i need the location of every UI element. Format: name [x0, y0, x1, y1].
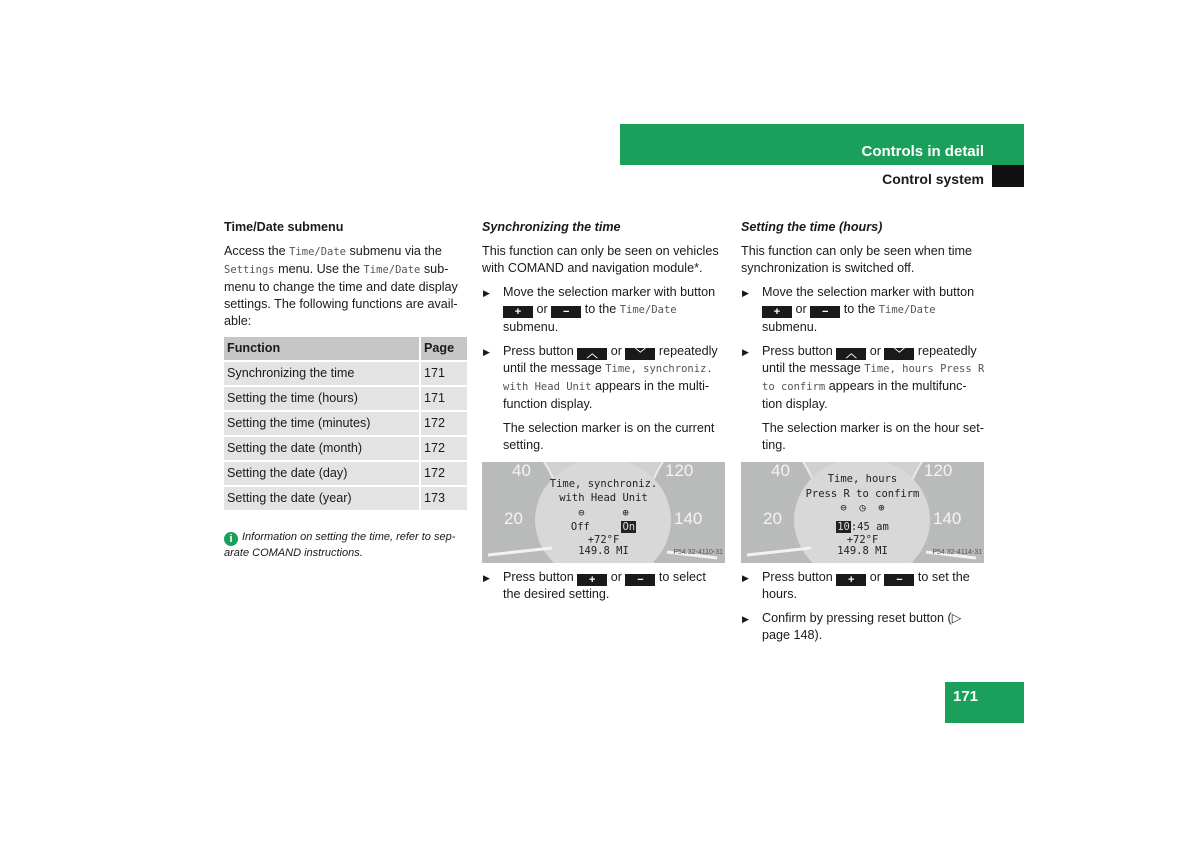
bullet-arrow-icon: ▶ — [483, 573, 490, 583]
option-on-selected: On — [622, 521, 636, 533]
gauge-label: 20 — [504, 509, 523, 528]
heading-time-date-submenu: Time/Date submenu — [224, 220, 344, 234]
table-cell-function: Setting the date (month) — [224, 436, 420, 461]
gauge-label: 120 — [665, 462, 694, 480]
table-cell-function: Setting the time (hours) — [224, 386, 420, 411]
scroll-down-button-icon: ﹀ — [884, 348, 914, 360]
table-cell-page: 172 — [420, 411, 467, 436]
text: Access the — [224, 244, 290, 258]
column-header-function: Function — [224, 337, 420, 361]
text: Press button — [503, 570, 578, 584]
text: appears in the multifunc-tion display. — [762, 379, 967, 411]
text: or — [607, 344, 626, 358]
header-band — [620, 124, 1024, 165]
bullet-arrow-icon: ▶ — [742, 347, 749, 357]
info-note-text: Information on setting the time, refer to sep-arate COMAND instructions. — [224, 531, 456, 559]
display-line: Press R to confirm — [805, 488, 920, 500]
table-row — [224, 411, 467, 436]
bullet-arrow-icon: ▶ — [483, 347, 490, 357]
text: Move the selection marker with button — [762, 285, 975, 299]
text: submenu. — [762, 320, 818, 334]
text: Press button — [762, 344, 837, 358]
table-header-row — [224, 337, 467, 361]
display-term: Time, hours Press R to confirm — [762, 363, 985, 393]
instruction-step — [741, 343, 985, 413]
display-option-icons: ⊖ ⊕ — [578, 507, 629, 519]
text: submenu via the — [346, 244, 442, 258]
column-setting-time-hours — [741, 219, 985, 651]
text: to set the hours. — [762, 570, 970, 601]
instruction-step — [741, 610, 985, 644]
instruction-step — [741, 569, 985, 603]
scroll-down-button-icon: ﹀ — [625, 348, 655, 360]
intro-paragraph — [224, 243, 468, 330]
table-cell-function: Setting the time (minutes) — [224, 411, 420, 436]
minus-button-icon: − — [625, 574, 655, 586]
text: or — [866, 344, 885, 358]
display-mileage: 149.8 MI — [837, 545, 888, 557]
text: repeatedly until the message — [503, 344, 718, 375]
text: menu. Use the — [274, 262, 364, 276]
table-row — [224, 461, 467, 486]
text: sub-menu to change the time and date display settings. The following functions are avail-able: — [224, 262, 458, 328]
display-term: Time/Date — [363, 264, 421, 276]
functions-table — [224, 337, 467, 510]
plus-button-icon: + — [836, 574, 866, 586]
table-row — [224, 361, 467, 386]
subtitle-marker-block — [992, 165, 1024, 187]
table-cell-page: 171 — [420, 361, 467, 386]
text: appears in the multi-function display. — [503, 379, 710, 411]
gauge-label: 120 — [924, 462, 953, 480]
display-mileage: 149.8 MI — [578, 545, 629, 557]
gauge-label: 40 — [512, 462, 531, 480]
display-term: Time/Date — [878, 304, 936, 316]
info-icon: i — [224, 532, 238, 546]
gauge-label: 40 — [771, 462, 790, 480]
text: or — [533, 302, 552, 316]
page-reference-link[interactable]: page 148). — [762, 628, 823, 642]
text: to the — [581, 302, 620, 316]
column-header-page: Page — [420, 337, 467, 361]
heading-setting-time-hours: Setting the time (hours) — [741, 220, 883, 234]
text: to select the desired setting. — [503, 570, 706, 601]
page-number-band — [945, 682, 1024, 723]
result-paragraph: The selection marker is on the current setting. — [503, 421, 715, 452]
display-term: Time, synchroniz. with Head Unit — [503, 363, 713, 393]
plus-button-icon: + — [762, 306, 792, 318]
text: repeatedly until the message — [762, 344, 977, 375]
display-clock-icons: ⊖ ◷ ⊕ — [840, 502, 885, 514]
text: Move the selection marker with button — [503, 285, 716, 299]
text: or — [607, 570, 626, 584]
text: submenu. — [503, 320, 559, 334]
minutes-ampm: :45 am — [850, 521, 889, 533]
info-note — [224, 530, 468, 561]
display-term: Settings — [224, 264, 275, 276]
section-title: Controls in detail — [861, 143, 984, 160]
instruction-step — [482, 284, 726, 336]
table-cell-page: 173 — [420, 486, 467, 510]
column-synchronizing-time — [482, 219, 726, 610]
bullet-arrow-icon: ▶ — [742, 573, 749, 583]
bullet-arrow-icon: ▶ — [742, 288, 749, 298]
gauge-label: 140 — [933, 509, 962, 528]
instruction-step — [482, 569, 726, 603]
instrument-cluster-display — [482, 462, 725, 563]
intro-paragraph: This function can only be seen on vehicles with COMAND and navigation module*. — [482, 244, 719, 275]
bullet-arrow-icon: ▶ — [483, 288, 490, 298]
table-cell-function: Setting the date (day) — [224, 461, 420, 486]
column-time-date-submenu — [224, 219, 468, 561]
instruction-step — [482, 343, 726, 413]
page-ref-arrow-icon: ▷ — [951, 611, 962, 625]
page-number: 171 — [953, 688, 979, 705]
table-row — [224, 436, 467, 461]
bullet-arrow-icon: ▶ — [742, 614, 749, 624]
display-term: Time/Date — [619, 304, 677, 316]
figure-code: P54.32-4114-31 — [932, 549, 982, 556]
plus-button-icon: + — [503, 306, 533, 318]
display-line: Time, hours — [827, 473, 898, 485]
text: to the — [840, 302, 879, 316]
scroll-up-button-icon: ︿ — [836, 348, 866, 360]
text: Press button — [503, 344, 578, 358]
minus-button-icon: − — [884, 574, 914, 586]
table-cell-page: 172 — [420, 461, 467, 486]
scroll-up-button-icon: ︿ — [577, 348, 607, 360]
gauge-label: 20 — [763, 509, 782, 528]
display-line: Time, synchroniz. — [549, 478, 658, 490]
section-subtitle: Control system — [882, 171, 984, 187]
display-temperature: +72°F — [587, 534, 620, 546]
table-cell-page: 171 — [420, 386, 467, 411]
figure-code: P54.32-4110-31 — [673, 549, 723, 556]
option-off: Off — [570, 521, 590, 533]
table-row — [224, 486, 467, 510]
table-row — [224, 386, 467, 411]
text: Confirm by pressing reset button ( — [762, 611, 952, 625]
text: or — [792, 302, 811, 316]
display-line: with Head Unit — [559, 492, 648, 504]
table-cell-page: 172 — [420, 436, 467, 461]
instrument-cluster-display — [741, 462, 984, 563]
table-cell-function: Setting the date (year) — [224, 486, 420, 510]
plus-button-icon: + — [577, 574, 607, 586]
hour-selected: 10 — [837, 521, 850, 533]
display-temperature: +72°F — [846, 534, 879, 546]
minus-button-icon: − — [551, 306, 581, 318]
heading-synchronizing-time: Synchronizing the time — [482, 220, 621, 234]
text: or — [866, 570, 885, 584]
result-paragraph: The selection marker is on the hour set-ting. — [762, 421, 984, 452]
intro-paragraph: This function can only be seen when time synchronization is switched off. — [741, 244, 973, 275]
text: Press button — [762, 570, 837, 584]
display-term: Time/Date — [289, 246, 347, 258]
instruction-step — [741, 284, 985, 336]
table-cell-function: Synchronizing the time — [224, 361, 420, 386]
gauge-label: 140 — [674, 509, 703, 528]
minus-button-icon: − — [810, 306, 840, 318]
